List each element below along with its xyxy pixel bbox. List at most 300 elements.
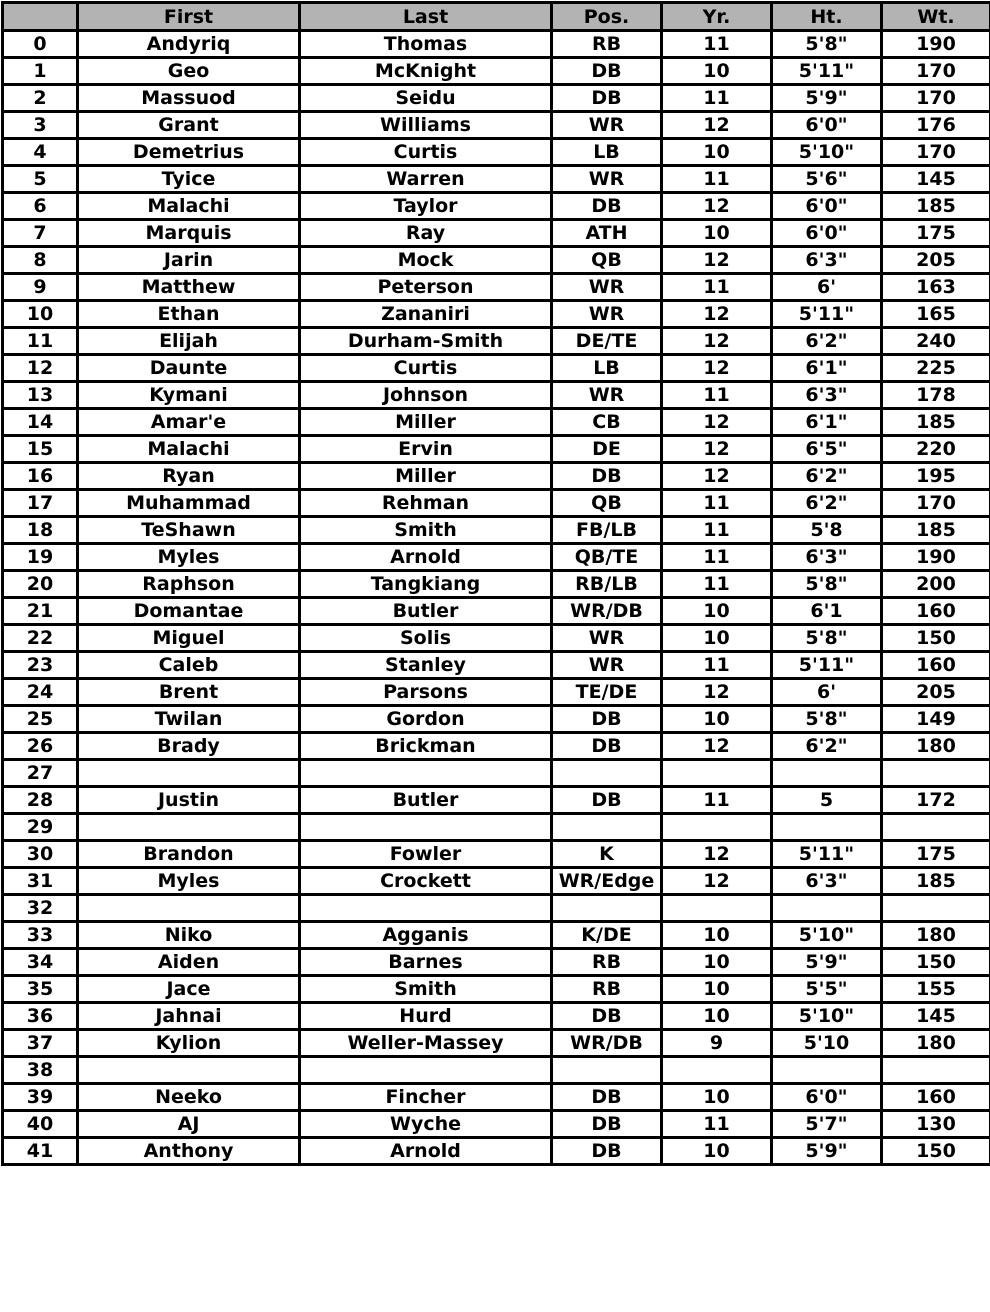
height-cell: 5'10" bbox=[772, 922, 882, 949]
height-cell: 6'3" bbox=[772, 382, 882, 409]
weight-cell: 170 bbox=[882, 58, 990, 85]
jersey-number-cell: 15 bbox=[3, 436, 78, 463]
year-cell: 10 bbox=[662, 625, 772, 652]
weight-cell: 190 bbox=[882, 31, 990, 58]
position-cell bbox=[552, 1057, 662, 1084]
first-name-cell bbox=[78, 895, 300, 922]
table-row bbox=[3, 166, 990, 193]
first-name-cell: Brent bbox=[78, 679, 300, 706]
year-cell: 10 bbox=[662, 976, 772, 1003]
last-name-cell: Arnold bbox=[300, 544, 552, 571]
table-row bbox=[3, 733, 990, 760]
position-cell: QB/TE bbox=[552, 544, 662, 571]
first-name-cell: Kymani bbox=[78, 382, 300, 409]
table-row bbox=[3, 895, 990, 922]
table-row bbox=[3, 463, 990, 490]
weight-cell: 195 bbox=[882, 463, 990, 490]
table-row bbox=[3, 949, 990, 976]
first-name-cell: Justin bbox=[78, 787, 300, 814]
jersey-number-cell: 36 bbox=[3, 1003, 78, 1030]
jersey-number-cell: 22 bbox=[3, 625, 78, 652]
height-cell: 5'8 bbox=[772, 517, 882, 544]
jersey-number-cell: 26 bbox=[3, 733, 78, 760]
height-cell: 5'6" bbox=[772, 166, 882, 193]
last-name-cell: Gordon bbox=[300, 706, 552, 733]
first-name-cell: Massuod bbox=[78, 85, 300, 112]
first-name-cell: Jarin bbox=[78, 247, 300, 274]
weight-cell: 170 bbox=[882, 139, 990, 166]
position-cell: WR/DB bbox=[552, 1030, 662, 1057]
last-name-cell: Williams bbox=[300, 112, 552, 139]
jersey-number-cell: 28 bbox=[3, 787, 78, 814]
year-cell: 12 bbox=[662, 436, 772, 463]
last-name-cell: Agganis bbox=[300, 922, 552, 949]
year-cell: 11 bbox=[662, 1111, 772, 1138]
first-name-cell: Malachi bbox=[78, 436, 300, 463]
number-header bbox=[3, 3, 78, 31]
jersey-number-cell: 31 bbox=[3, 868, 78, 895]
jersey-number-cell: 41 bbox=[3, 1138, 78, 1165]
year-cell: 12 bbox=[662, 193, 772, 220]
position-cell: DB bbox=[552, 733, 662, 760]
year-cell: 12 bbox=[662, 841, 772, 868]
jersey-number-cell: 34 bbox=[3, 949, 78, 976]
last-name-cell: Parsons bbox=[300, 679, 552, 706]
height-cell: 6'3" bbox=[772, 868, 882, 895]
weight-cell: 160 bbox=[882, 598, 990, 625]
first-name-cell: Demetrius bbox=[78, 139, 300, 166]
last-name-cell: Rehman bbox=[300, 490, 552, 517]
last-name-cell: Mock bbox=[300, 247, 552, 274]
height-cell: 5'11" bbox=[772, 58, 882, 85]
first-name-cell bbox=[78, 814, 300, 841]
jersey-number-cell: 16 bbox=[3, 463, 78, 490]
table-row bbox=[3, 193, 990, 220]
last-name-cell: Johnson bbox=[300, 382, 552, 409]
table-row bbox=[3, 598, 990, 625]
first-name-cell: Amar'e bbox=[78, 409, 300, 436]
table-row bbox=[3, 868, 990, 895]
year-cell: 11 bbox=[662, 571, 772, 598]
first-name-cell: Jahnai bbox=[78, 1003, 300, 1030]
year-cell: 10 bbox=[662, 706, 772, 733]
jersey-number-cell: 37 bbox=[3, 1030, 78, 1057]
first-name-cell: Raphson bbox=[78, 571, 300, 598]
jersey-number-cell: 27 bbox=[3, 760, 78, 787]
weight-cell: 170 bbox=[882, 85, 990, 112]
height-cell: 6'5" bbox=[772, 436, 882, 463]
year-cell: 12 bbox=[662, 679, 772, 706]
weight-cell bbox=[882, 760, 990, 787]
weight-cell: 172 bbox=[882, 787, 990, 814]
last-name-cell: Tangkiang bbox=[300, 571, 552, 598]
weight-cell: 145 bbox=[882, 1003, 990, 1030]
last-name-cell bbox=[300, 1057, 552, 1084]
jersey-number-cell: 8 bbox=[3, 247, 78, 274]
position-cell: RB bbox=[552, 976, 662, 1003]
first-name-cell: Ethan bbox=[78, 301, 300, 328]
weight-cell: 149 bbox=[882, 706, 990, 733]
jersey-number-cell: 23 bbox=[3, 652, 78, 679]
jersey-number-cell: 38 bbox=[3, 1057, 78, 1084]
height-cell: 6'1" bbox=[772, 355, 882, 382]
first-name-cell: Matthew bbox=[78, 274, 300, 301]
first-name-cell: Niko bbox=[78, 922, 300, 949]
weight-cell: 163 bbox=[882, 274, 990, 301]
jersey-number-cell: 39 bbox=[3, 1084, 78, 1111]
weight-cell bbox=[882, 1057, 990, 1084]
first-name-cell: Elijah bbox=[78, 328, 300, 355]
position-cell bbox=[552, 760, 662, 787]
weight-cell: 180 bbox=[882, 733, 990, 760]
jersey-number-cell: 0 bbox=[3, 31, 78, 58]
first-name-cell: Brady bbox=[78, 733, 300, 760]
last-name-cell: Brickman bbox=[300, 733, 552, 760]
position-cell: QB bbox=[552, 490, 662, 517]
position-cell: CB bbox=[552, 409, 662, 436]
jersey-number-cell: 30 bbox=[3, 841, 78, 868]
table-row bbox=[3, 760, 990, 787]
height-cell: 5'7" bbox=[772, 1111, 882, 1138]
position-cell: FB/LB bbox=[552, 517, 662, 544]
jersey-number-cell: 7 bbox=[3, 220, 78, 247]
height-cell: 6'1 bbox=[772, 598, 882, 625]
jersey-number-cell: 13 bbox=[3, 382, 78, 409]
jersey-number-cell: 17 bbox=[3, 490, 78, 517]
jersey-number-cell: 32 bbox=[3, 895, 78, 922]
last-name-cell: Hurd bbox=[300, 1003, 552, 1030]
position-cell: WR/DB bbox=[552, 598, 662, 625]
year-cell bbox=[662, 1057, 772, 1084]
year-cell: 10 bbox=[662, 1003, 772, 1030]
weight-cell: 175 bbox=[882, 841, 990, 868]
position-cell: WR bbox=[552, 625, 662, 652]
first-name-cell: Marquis bbox=[78, 220, 300, 247]
height-cell: 6'0" bbox=[772, 1084, 882, 1111]
table-row bbox=[3, 112, 990, 139]
jersey-number-cell: 11 bbox=[3, 328, 78, 355]
height-cell: 6'2" bbox=[772, 328, 882, 355]
weight-cell: 185 bbox=[882, 193, 990, 220]
last-name-cell: Solis bbox=[300, 625, 552, 652]
last-name-cell: Barnes bbox=[300, 949, 552, 976]
roster-header bbox=[3, 3, 990, 31]
height-cell: 5'9" bbox=[772, 949, 882, 976]
year-cell: 12 bbox=[662, 112, 772, 139]
table-row bbox=[3, 1084, 990, 1111]
last-name-cell: Taylor bbox=[300, 193, 552, 220]
year-cell: 10 bbox=[662, 949, 772, 976]
weight-cell: 185 bbox=[882, 409, 990, 436]
height-cell: 5'10 bbox=[772, 1030, 882, 1057]
year-cell: 10 bbox=[662, 1138, 772, 1165]
first-name-cell: Domantae bbox=[78, 598, 300, 625]
year-cell: 12 bbox=[662, 328, 772, 355]
first-name-cell: Caleb bbox=[78, 652, 300, 679]
table-row bbox=[3, 517, 990, 544]
roster-body bbox=[3, 31, 990, 1165]
year-cell bbox=[662, 814, 772, 841]
position-cell: LB bbox=[552, 355, 662, 382]
height-cell: 6' bbox=[772, 679, 882, 706]
jersey-number-cell: 33 bbox=[3, 922, 78, 949]
year-cell: 11 bbox=[662, 382, 772, 409]
position-cell: WR bbox=[552, 652, 662, 679]
table-row bbox=[3, 1003, 990, 1030]
height-cell: 5'9" bbox=[772, 85, 882, 112]
position-cell: K/DE bbox=[552, 922, 662, 949]
weight-cell: 180 bbox=[882, 1030, 990, 1057]
height-cell: 5'8" bbox=[772, 706, 882, 733]
first-name-header: First bbox=[78, 3, 300, 31]
last-name-cell: Seidu bbox=[300, 85, 552, 112]
roster-table bbox=[1, 1, 990, 1166]
table-row bbox=[3, 274, 990, 301]
last-name-cell: Miller bbox=[300, 409, 552, 436]
jersey-number-cell: 24 bbox=[3, 679, 78, 706]
year-cell bbox=[662, 760, 772, 787]
year-cell: 11 bbox=[662, 274, 772, 301]
year-cell: 12 bbox=[662, 301, 772, 328]
jersey-number-cell: 14 bbox=[3, 409, 78, 436]
jersey-number-cell: 25 bbox=[3, 706, 78, 733]
last-name-cell: Butler bbox=[300, 598, 552, 625]
position-cell: DB bbox=[552, 1003, 662, 1030]
weight-cell: 150 bbox=[882, 625, 990, 652]
position-cell: DB bbox=[552, 787, 662, 814]
position-cell: DB bbox=[552, 1111, 662, 1138]
header-row bbox=[3, 3, 990, 31]
jersey-number-cell: 3 bbox=[3, 112, 78, 139]
height-cell bbox=[772, 895, 882, 922]
first-name-cell: Brandon bbox=[78, 841, 300, 868]
height-cell: 5'9" bbox=[772, 1138, 882, 1165]
height-cell: 6'0" bbox=[772, 112, 882, 139]
weight-cell: 175 bbox=[882, 220, 990, 247]
year-cell: 10 bbox=[662, 220, 772, 247]
height-cell: 5'8" bbox=[772, 571, 882, 598]
height-cell: 5'11" bbox=[772, 841, 882, 868]
weight-cell: 150 bbox=[882, 1138, 990, 1165]
year-cell: 10 bbox=[662, 922, 772, 949]
last-name-cell: Ervin bbox=[300, 436, 552, 463]
height-cell: 6'3" bbox=[772, 544, 882, 571]
first-name-cell: Twilan bbox=[78, 706, 300, 733]
height-cell: 5'11" bbox=[772, 301, 882, 328]
height-header: Ht. bbox=[772, 3, 882, 31]
height-cell: 6'2" bbox=[772, 463, 882, 490]
position-cell: RB bbox=[552, 31, 662, 58]
position-cell: DB bbox=[552, 85, 662, 112]
jersey-number-cell: 35 bbox=[3, 976, 78, 1003]
position-cell: RB/LB bbox=[552, 571, 662, 598]
weight-cell: 165 bbox=[882, 301, 990, 328]
weight-cell: 205 bbox=[882, 247, 990, 274]
table-row bbox=[3, 328, 990, 355]
first-name-cell: Aiden bbox=[78, 949, 300, 976]
jersey-number-cell: 18 bbox=[3, 517, 78, 544]
year-cell: 11 bbox=[662, 85, 772, 112]
table-row bbox=[3, 490, 990, 517]
weight-cell: 220 bbox=[882, 436, 990, 463]
first-name-cell: Tyice bbox=[78, 166, 300, 193]
year-cell: 10 bbox=[662, 1084, 772, 1111]
year-cell: 11 bbox=[662, 490, 772, 517]
weight-cell: 150 bbox=[882, 949, 990, 976]
first-name-cell: Muhammad bbox=[78, 490, 300, 517]
year-cell: 11 bbox=[662, 517, 772, 544]
last-name-cell: Wyche bbox=[300, 1111, 552, 1138]
position-cell: DB bbox=[552, 1138, 662, 1165]
weight-cell bbox=[882, 895, 990, 922]
weight-cell: 225 bbox=[882, 355, 990, 382]
last-name-cell bbox=[300, 895, 552, 922]
first-name-cell: Ryan bbox=[78, 463, 300, 490]
last-name-cell: Miller bbox=[300, 463, 552, 490]
year-cell: 12 bbox=[662, 247, 772, 274]
position-cell: DB bbox=[552, 58, 662, 85]
position-cell: ATH bbox=[552, 220, 662, 247]
year-cell: 12 bbox=[662, 733, 772, 760]
year-cell: 10 bbox=[662, 58, 772, 85]
year-cell: 11 bbox=[662, 166, 772, 193]
table-row bbox=[3, 706, 990, 733]
height-cell: 5'8" bbox=[772, 31, 882, 58]
table-row bbox=[3, 31, 990, 58]
table-row bbox=[3, 58, 990, 85]
position-cell: RB bbox=[552, 949, 662, 976]
jersey-number-cell: 29 bbox=[3, 814, 78, 841]
height-cell: 5'10" bbox=[772, 139, 882, 166]
first-name-cell: Myles bbox=[78, 868, 300, 895]
first-name-cell: Anthony bbox=[78, 1138, 300, 1165]
year-header: Yr. bbox=[662, 3, 772, 31]
height-cell bbox=[772, 760, 882, 787]
last-name-cell: Fowler bbox=[300, 841, 552, 868]
year-cell: 12 bbox=[662, 463, 772, 490]
weight-cell: 145 bbox=[882, 166, 990, 193]
table-row bbox=[3, 382, 990, 409]
year-cell: 10 bbox=[662, 598, 772, 625]
table-row bbox=[3, 787, 990, 814]
table-row bbox=[3, 1138, 990, 1165]
last-name-cell: Warren bbox=[300, 166, 552, 193]
jersey-number-cell: 40 bbox=[3, 1111, 78, 1138]
year-cell: 11 bbox=[662, 652, 772, 679]
weight-cell: 130 bbox=[882, 1111, 990, 1138]
height-cell: 6'2" bbox=[772, 490, 882, 517]
height-cell: 5 bbox=[772, 787, 882, 814]
first-name-cell: Grant bbox=[78, 112, 300, 139]
year-cell bbox=[662, 895, 772, 922]
table-row bbox=[3, 139, 990, 166]
jersey-number-cell: 19 bbox=[3, 544, 78, 571]
position-cell: DE bbox=[552, 436, 662, 463]
weight-cell: 178 bbox=[882, 382, 990, 409]
position-cell: WR bbox=[552, 301, 662, 328]
jersey-number-cell: 10 bbox=[3, 301, 78, 328]
table-row bbox=[3, 409, 990, 436]
year-cell: 10 bbox=[662, 139, 772, 166]
table-row bbox=[3, 571, 990, 598]
last-name-cell: Butler bbox=[300, 787, 552, 814]
position-cell: TE/DE bbox=[552, 679, 662, 706]
height-cell: 6'0" bbox=[772, 193, 882, 220]
first-name-cell: AJ bbox=[78, 1111, 300, 1138]
weight-cell: 200 bbox=[882, 571, 990, 598]
table-row bbox=[3, 922, 990, 949]
weight-header: Wt. bbox=[882, 3, 990, 31]
last-name-cell: Peterson bbox=[300, 274, 552, 301]
position-cell: WR bbox=[552, 112, 662, 139]
jersey-number-cell: 21 bbox=[3, 598, 78, 625]
last-name-cell: Arnold bbox=[300, 1138, 552, 1165]
weight-cell: 240 bbox=[882, 328, 990, 355]
position-cell: K bbox=[552, 841, 662, 868]
weight-cell: 176 bbox=[882, 112, 990, 139]
jersey-number-cell: 1 bbox=[3, 58, 78, 85]
weight-cell: 170 bbox=[882, 490, 990, 517]
last-name-cell: Smith bbox=[300, 976, 552, 1003]
weight-cell: 185 bbox=[882, 868, 990, 895]
jersey-number-cell: 4 bbox=[3, 139, 78, 166]
table-row bbox=[3, 841, 990, 868]
jersey-number-cell: 12 bbox=[3, 355, 78, 382]
jersey-number-cell: 9 bbox=[3, 274, 78, 301]
last-name-cell: Curtis bbox=[300, 139, 552, 166]
jersey-number-cell: 2 bbox=[3, 85, 78, 112]
first-name-cell bbox=[78, 760, 300, 787]
height-cell bbox=[772, 814, 882, 841]
year-cell: 11 bbox=[662, 544, 772, 571]
weight-cell: 160 bbox=[882, 652, 990, 679]
first-name-cell: Neeko bbox=[78, 1084, 300, 1111]
position-cell: WR bbox=[552, 382, 662, 409]
year-cell: 12 bbox=[662, 355, 772, 382]
first-name-cell: Myles bbox=[78, 544, 300, 571]
weight-cell: 180 bbox=[882, 922, 990, 949]
last-name-cell bbox=[300, 814, 552, 841]
year-cell: 12 bbox=[662, 868, 772, 895]
last-name-cell: Ray bbox=[300, 220, 552, 247]
weight-cell: 205 bbox=[882, 679, 990, 706]
position-cell: DB bbox=[552, 193, 662, 220]
table-row bbox=[3, 625, 990, 652]
year-cell: 11 bbox=[662, 31, 772, 58]
position-cell bbox=[552, 814, 662, 841]
first-name-cell: Kylion bbox=[78, 1030, 300, 1057]
position-cell bbox=[552, 895, 662, 922]
table-row bbox=[3, 220, 990, 247]
jersey-number-cell: 5 bbox=[3, 166, 78, 193]
position-cell: LB bbox=[552, 139, 662, 166]
last-name-cell bbox=[300, 760, 552, 787]
last-name-cell: Durham-Smith bbox=[300, 328, 552, 355]
height-cell: 6'3" bbox=[772, 247, 882, 274]
table-row bbox=[3, 301, 990, 328]
position-cell: WR/Edge bbox=[552, 868, 662, 895]
jersey-number-cell: 20 bbox=[3, 571, 78, 598]
year-cell: 9 bbox=[662, 1030, 772, 1057]
weight-cell: 190 bbox=[882, 544, 990, 571]
last-name-cell: Curtis bbox=[300, 355, 552, 382]
table-row bbox=[3, 652, 990, 679]
height-cell: 5'11" bbox=[772, 652, 882, 679]
height-cell: 6'0" bbox=[772, 220, 882, 247]
height-cell bbox=[772, 1057, 882, 1084]
table-row bbox=[3, 1057, 990, 1084]
year-cell: 11 bbox=[662, 787, 772, 814]
